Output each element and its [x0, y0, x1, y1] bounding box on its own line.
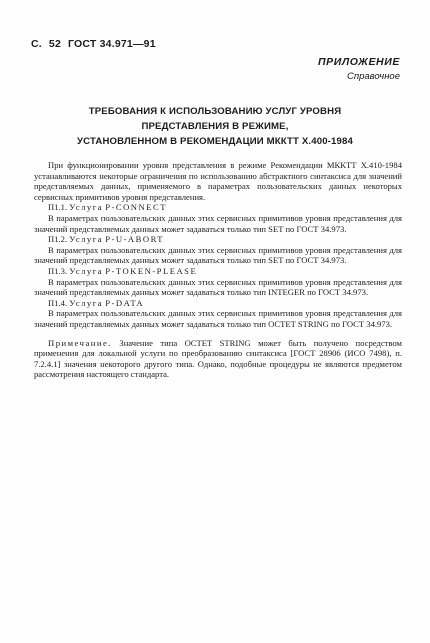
annex-label-block [318, 56, 400, 82]
section-heading [34, 202, 402, 213]
section-service-name: P-CONNECT [105, 202, 167, 213]
annex-type: Справочное [347, 71, 400, 82]
section-service-word: Услуга [69, 202, 104, 213]
page-number: 52 [48, 38, 61, 50]
title-line-1: ТРЕБОВАНИЯ К ИСПОЛЬЗОВАНИЮ УСЛУГ УРОВНЯ [88, 106, 342, 117]
section-text: В параметрах пользовательских данных этих сервисных примитивов уровня представления для значений представляемых данных может задаваться только тип OCTET STRING по ГОСТ 34.973. [34, 308, 402, 329]
note-label: Примечание. [48, 337, 112, 348]
section-heading [34, 298, 402, 309]
note-text: Значение типа OCTET STRING может быть получено посредством применения для локальной услуги по преобразованию синтаксиса [ГОСТ 28906 (ИСО 7498), п. 7.2.4.1] значения некоторого другого типа. Однако, подобные процедуры не являются предметом рассмотрения настоящего стандарта. [34, 337, 402, 380]
annex-title [30, 104, 400, 149]
section-number: П1.4. [48, 297, 68, 308]
section-service-name: P-TOKEN-PLEASE [105, 265, 198, 276]
section-heading [34, 234, 402, 245]
intro-paragraph: При функционировании уровня представления в режиме Рекомендации МККТТ Х.410-1984 устанавливаются некоторые ограничения по использованию абстрактного синтаксиса для значений представляемых данных, применяемого в параметрах пользовательских данных некоторых сервисных примитивов уровня представления. [34, 160, 402, 202]
section-service-name: P-DATA [105, 297, 145, 308]
title-line-2: ПРЕДСТАВЛЕНИЯ В РЕЖИМЕ, [141, 121, 289, 132]
note-paragraph [34, 338, 402, 380]
section-service-word: Услуга [69, 234, 104, 245]
section-service-word: Услуга [69, 265, 104, 276]
section-service-name: P-U-ABORT [105, 234, 165, 245]
section-heading [34, 266, 402, 277]
annex-label: ПРИЛОЖЕНИЕ [318, 56, 400, 68]
section-service-word: Услуга [69, 297, 104, 308]
document-body [34, 160, 402, 380]
section-number: П1.3. [48, 265, 68, 276]
section-number: П1.1. [48, 202, 68, 213]
title-line-3: УСТАНОВЛЕННОМ В РЕКОМЕНДАЦИИ МККТТ Х.400-1984 [77, 136, 353, 147]
page-mark: С. [31, 38, 42, 50]
section-text: В параметрах пользовательских данных этих сервисных примитивов уровня представления для значений представляемых данных может задаваться только тип SET по ГОСТ 34.973. [34, 244, 402, 266]
section-text: В параметрах пользовательских данных этих сервисных примитивов уровня представления для значений представляемых данных может задаваться только тип INTEGER по ГОСТ 34.973. [34, 276, 402, 298]
section-number: П1.2. [48, 234, 68, 245]
section-text: В параметрах пользовательских данных этих сервисных примитивов уровня представления для значений представляемых данных может задаваться только тип SET по ГОСТ 34.973. [34, 212, 402, 234]
standard-number: ГОСТ 34.971—91 [68, 38, 156, 50]
page-header [31, 38, 163, 50]
